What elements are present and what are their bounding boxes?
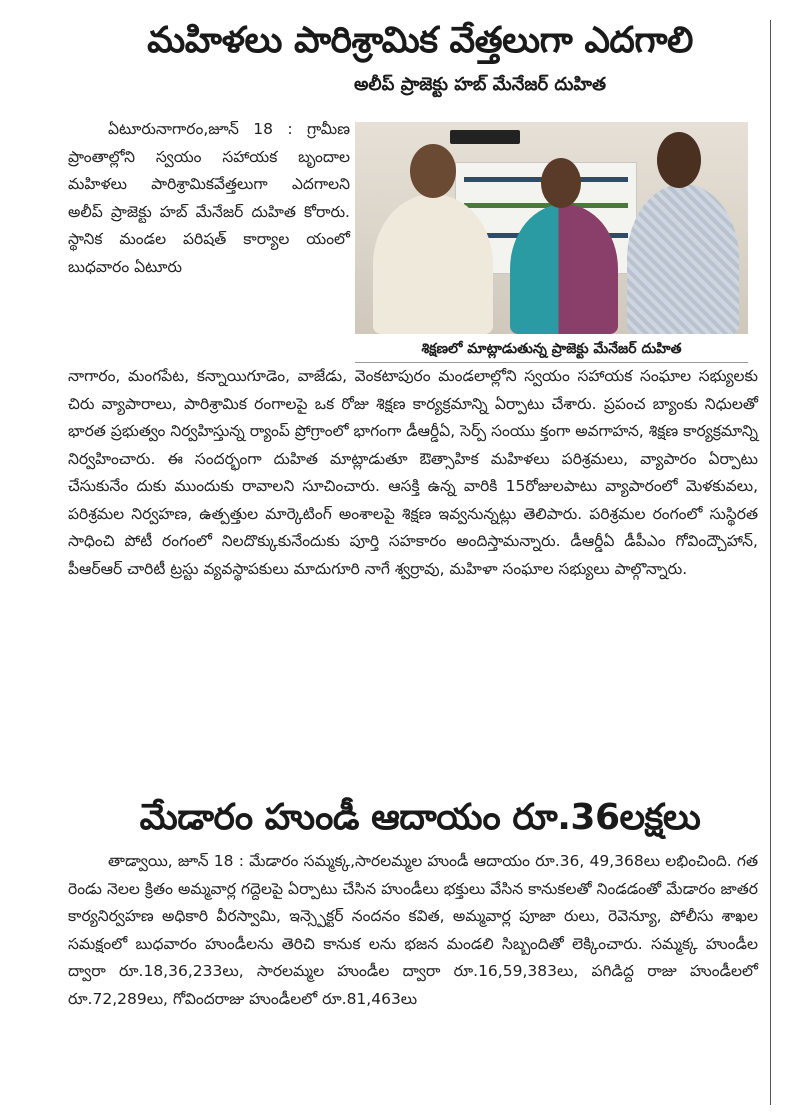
ceiling-light-icon — [450, 130, 520, 144]
article1-headline: మహిళలు పారిశ్రామిక వేత్తలుగా ఎదగాలి — [147, 20, 693, 61]
column-divider — [770, 20, 771, 1105]
article1-body-full — [68, 363, 758, 583]
article1-photo-block — [355, 122, 748, 362]
article1-subheadline: అలీప్ ప్రాజెక్టు హబ్ మేనేజర్ దుహిత — [354, 74, 606, 95]
person-left-image — [373, 194, 493, 334]
article2-headline: మేడారం హుండీ ఆదాయం రూ.36లక్షలు — [139, 797, 701, 838]
article1-body-left — [68, 116, 350, 281]
article2-body — [68, 848, 758, 1013]
person-center-image — [510, 204, 618, 334]
article1-body-full-text: నాగారం, మంగపేట, కన్నాయిగూడెం, వాజేడు, వెంకటాపురం మండలాల్లోని స్వయం సహాయక సంఘాల సభ్యులకు చిరు వ్యాపారాలు, పారిశ్రామిక రంగాలపై ఒక రోజు శిక్షణ కార్యక్రమాన్ని ఏర్పాటు చేశారు. ప్రపంచ బ్యాంకు నిధులతో భారత ప్రభుత్వం నిర్వహిస్తున్న ర్యాంప్ ప్రోగ్రాంలో భాగంగా డీఆర్డీఏ, సెర్ప్ సంయు క్తంగా అవగాహన, శిక్షణ కార్యక్రమాన్ని నిర్వహించారు. ఈ సందర్భంగా దుహిత మాట్లాడుతూ ఔత్సాహిక మహిళలు పరిశ్రమలు, వ్యాపారం ఏర్పాటు చేసుకునేం దుకు ముందుకు రావాలని సూచించారు. ఆసక్తి ఉన్న వారికి 15రోజులపాటు వ్యాపారంలో మెళకువలు, పరిశ్రమల నిర్వహణ, ఉత్పత్తుల మార్కెటింగ్ అంశాలపై శిక్షణ ఇవ్వనున్నట్లు తెలిపారు. పరిశ్రమల రంగంలో సుస్థిరత సాధించి పోటీ రంగంలో నిలదొక్కుకునేందుకు పూర్తి సహకారం అందిస్తామన్నారు. డీఆర్డీఏ డీపీఎం గోవింద్చౌహాన్, పీఆర్ఆర్ చారిటీ ట్రస్టు వ్యవస్థాపకులు మాదుగూరి నాగే శ్వర్రావు, మహిళా సంఘాల సభ్యులు పాల్గొన్నారు. — [68, 367, 758, 578]
article1-body-left-text: ఏటూరునాగారం,జూన్ 18 : గ్రామీణ ప్రాంతాల్లోని స్వయం సహాయక బృందాల మహిళలు పారిశ్రామికవేత్తలుగా ఎదగాలని అలీప్ ప్రాజెక్టు హబ్ మేనేజర్ దుహిత కోరారు. స్థానిక మండల పరిషత్ కార్యాల యంలో బుధవారం ఏటూరు — [68, 120, 350, 276]
article1-photo — [355, 122, 748, 334]
article1-photo-caption: శిక్షణలో మాట్లాడుతున్న ప్రాజెక్టు మేనేజర్ దుహిత — [355, 336, 748, 363]
article2-body-text: తాడ్వాయి, జూన్ 18 : మేడారం సమ్మక్క,సారలమ్మల హుండీ ఆదాయం రూ.36, 49,368లు లభించింది. గత రెండు నెలల క్రితం అమ్మవార్ల గద్దెలపై ఏర్పాటు చేసిన హుండీలు భక్తులు వేసిన కానుకలతో నిండడంతో మేడారం జాతర కార్యనిర్వహణ అధికారి వీరస్వామి, ఇన్స్పెక్టర్ నందనం కవిత, అమ్మవార్ల పూజా రులు, రెవెన్యూ, పోలీసు శాఖల సమక్షంలో బుధవారం హుండీలను తెరిచి కానుక లను భజన మండలి సిబ్బందితో లెక్కించారు. సమ్మక్క హుండీల ద్వారా రూ.18,36,233లు, సారలమ్మల హుండీల ద్వారా రూ.16,59,383లు, పగిడిద్ద రాజు హుండీలలో రూ.72,289లు, గోవిందరాజు హుండీలలో రూ.81,463లు — [68, 852, 758, 1008]
person-right-image — [627, 184, 739, 334]
